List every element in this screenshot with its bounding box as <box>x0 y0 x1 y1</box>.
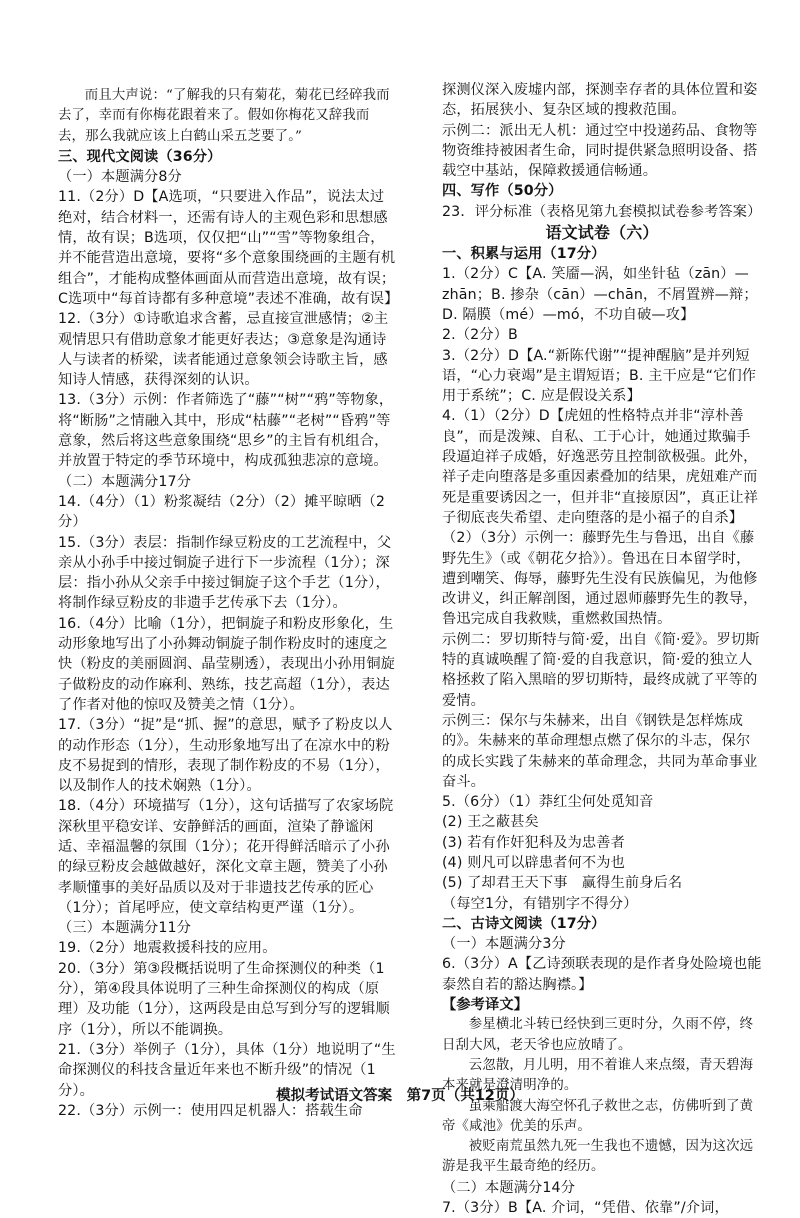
left-column <box>58 86 399 1121</box>
left-paragraph-5: 13.（3分）示例：作者筛选了“藤”“树”“鸦”等物象，将“断肠”之情融入其中，形成“枯藤”“老树”“昏鸦”等意象，然后将这些意象围绕“思乡”的主旨有机组合，并放置于特定的季节环境中，构成孤独悲凉的意境。 <box>58 392 394 470</box>
left-paragraph-7: 14.（4分）（1）粉浆凝结（2分）（2）摊平晾晒（2分） <box>58 493 386 531</box>
right-paragraph-18: （每空1分，有错别字不得分） <box>442 895 638 912</box>
left-paragraph-3: 11.（2分）D【A选项，“只要进入作品”，说法太过绝对，结合材料一，还需有诗人的主观色彩和思想感情，故有误；B选项，仅仅把“山”“雪”等物象组合，并不能营造出意境，要将“多个意象围绕画的主题有机组合”，才能构成整体画面从而营造出意境，故有误；C选项中“每首诗都有多种意境”表述不准确，故有误】 <box>58 189 399 307</box>
right-paragraph-16: (4) 则凡可以辟患者何不为也 <box>442 854 625 871</box>
right-paragraph-8: 3.（2分）D【A.“新陈代谢”“提神醒脑”是并列短语，“心力衰竭”是主谓短语；B. 主干应是“它们作用于系统”；C. 应是假设关系】 <box>442 347 757 405</box>
page-footer: 模拟考试语文答案 第7页（共12页） <box>276 1088 524 1104</box>
right-paragraph-25: 虽乘船渡大海空怀孔子救世之志，仿佛听到了黄帝《咸池》优美的乐声。 <box>442 1098 754 1134</box>
right-paragraph-24: 云忽散，月儿明，用不着谁人来点缀，青天碧海本来就是澄清明净的。 <box>442 1057 754 1094</box>
right-paragraph-5: 一、积累与运用（17分） <box>442 246 606 263</box>
left-paragraph-15: 21.（3分）举例子（1分），具体（1分）地说明了“生命探测仪的科技含量近年来也不断升级”的情况（1分）。 <box>58 1041 396 1099</box>
right-paragraph-1: 示例二：派出无人机：通过空中投递药品、食物等物资维持被困者生命，同时提供紧急照明设备、搭载空中基站，保障救援通信畅通。 <box>442 122 758 180</box>
right-paragraph-20: （一）本题满分3分 <box>442 936 566 953</box>
right-paragraph-12: 示例三：保尔与朱赫来，出自《钢铁是怎样炼成的》。朱赫来的革命理想点燃了保尔的斗志，保尔的成长实践了朱赫来的革命理念，共同为革命事业奋斗。 <box>442 712 758 790</box>
right-paragraph-13: 5.（6分）（1）莽红尘何处觅知音 <box>442 794 654 811</box>
left-paragraph-1: 三、现代文阅读（36分） <box>58 148 222 165</box>
left-paragraph-4: 12.（3分）①诗歌追求含蓄，忌直接宣泄感情；②主观情思只有借助意象才能更好表达；③意象是沟通诗人与读者的桥梁，读者能通过意象领会诗歌主旨，感知诗人情感，获得深刻的认识。 <box>58 311 389 389</box>
left-paragraph-11: 18.（4分）环境描写（1分），这句话描写了农家场院深秋里平稳安详、安静鲜活的画面，渲染了静谧闲适、幸福温馨的氛围（1分）；花开得鲜活暗示了小孙的绿豆粉皮会越做越好，深化文章主题，赞美了小孙孝顺懂事的美好品质以及对于非遗技艺传承的匠心（1分）；首尾呼应，使文章结构更严谨（1分）。 <box>58 798 394 916</box>
right-paragraph-9: 4.（1）（2分）D【虎妞的性格特点并非“淳朴善良”，而是泼辣、自私、工于心计，她通过欺骗手段逼迫祥子成婚，好逸恶劳且控制欲极强。此外，祥子走向堕落是多重因素叠加的结果，虎妞难产而死是重要诱因之一，但并非“直接原因”，真正让祥子彻底丧失希望、走向堕落的是小福子的自杀】 <box>442 408 759 526</box>
left-paragraph-10: 17.（3分）“捉”是“抓、握”的意思，赋予了粉皮以人的动作形态（1分），生动形象地写出了在凉水中的粉皮不易捉到的情形，表现了制作粉皮的不易（1分），以及制作人的技术娴熟（1分）。 <box>58 717 393 795</box>
right-paragraph-21: 6.（3分）A【乙诗颈联表现的是作者身处险境也能泰然自若的豁达胸襟。】 <box>442 956 762 993</box>
left-paragraph-6: （二）本题满分17分 <box>58 473 192 490</box>
left-paragraph-2: （一）本题满分8分 <box>58 169 182 186</box>
right-paragraph-6: 1.（2分）C【A. 笑靥—涡，如坐针毡（zān）—zhān；B. 掺杂（cān）—chān，不屑置辨—辩；D. 隔膜（mé）—mó，不功自破—攻】 <box>442 266 758 323</box>
right-paragraph-11: 示例二：罗切斯特与简·爱，出自《简·爱》。罗切斯特的真诚唤醒了简·爱的自我意识，简·爱的独立人格拯救了陷入黑暗的罗切斯特，最终成就了平等的爱情。 <box>442 631 760 709</box>
left-paragraph-8: 15.（3分）表层：指制作绿豆粉皮的工艺流程中，父亲从小孙手中接过铜旋子进行下一步流程（1分）；深层：指小孙从父亲手中接过铜旋子这个手艺（1分），将制作绿豆粉皮的非遗手艺传承下去（1分）。 <box>58 534 392 612</box>
right-paragraph-10: （2）（3分）示例一：藤野先生与鲁迅，出自《藤野先生》（或《朝花夕拾》）。鲁迅在日本留学时，遭到嘲笑、侮辱，藤野先生没有民族偏见，为他修改讲义，纠正解剖图，通过恩师藤野先生的教导，鲁迅完成自我救赎，重燃救国热情。 <box>442 530 758 628</box>
right-paragraph-26: 被贬南荒虽然九死一生我也不遗憾，因为这次远游是我平生最奇绝的经历。 <box>442 1139 754 1175</box>
left-paragraph-0: 而且大声说：“了解我的只有菊花，菊花已经碎我而去了，幸而有你梅花跟着来了。假如你梅花又辞我而去，那么我就应该上白鹤山采五芝要了。” <box>58 88 390 144</box>
left-paragraph-16: 22.（3分）示例一：使用四足机器人：搭载生命 <box>58 1102 363 1119</box>
right-paragraph-23: 参星横北斗转已经快到三更时分，久雨不停，终日刮大风，老天爷也应放晴了。 <box>442 1017 754 1053</box>
right-paragraph-14: (2) 王之蔽甚矣 <box>442 814 539 831</box>
left-paragraph-13: 19.（2分）地震救援科技的应用。 <box>58 940 277 957</box>
right-paragraph-17: (5) 了却君王天下事 赢得生前身后名 <box>442 875 683 892</box>
right-paragraph-28: 7.（3分）B【A. 介词，“凭借、依靠”/介词， <box>442 1200 729 1217</box>
right-column <box>442 80 762 1218</box>
right-paragraph-15: (3) 若有作奸犯科及为忠善者 <box>442 834 625 851</box>
right-paragraph-22: 【参考译文】 <box>442 997 529 1014</box>
right-paragraph-3: 23．评分标准（表格见第九套模拟试卷参考答案） <box>442 203 762 220</box>
right-paragraph-7: 2.（2分）B <box>442 327 518 344</box>
right-paragraph-2: 四、写作（50分） <box>442 183 563 200</box>
left-paragraph-14: 20.（3分）第③段概括说明了生命探测仪的种类（1分），第④段具体说明了三种生命探测仪的构成（原理）及功能（1分），这两段是由总写到分写的逻辑顺序（1分），所以不能调换。 <box>58 960 390 1038</box>
right-paragraph-4: 语文试卷（六） <box>545 223 659 243</box>
right-paragraph-0: 探测仪深入废墟内部，探测幸存者的具体位置和姿态，拓展狭小、复杂区域的搜救范围。 <box>442 82 758 119</box>
left-paragraph-12: （三）本题满分11分 <box>58 920 192 937</box>
right-paragraph-27: （二）本题满分14分 <box>442 1179 576 1196</box>
right-paragraph-19: 二、古诗文阅读（17分） <box>442 915 606 932</box>
left-paragraph-9: 16.（4分）比喻（1分），把铜旋子和粉皮形象化，生动形象地写出了小孙舞动铜旋子制作粉皮时的速度之快（粉皮的美丽圆润、晶莹剔透），表现出小孙用铜旋子做粉皮的动作麻利、熟练，技艺高超（1分），表达了作者对他的惊叹及赞美之情（1分）。 <box>58 615 396 713</box>
